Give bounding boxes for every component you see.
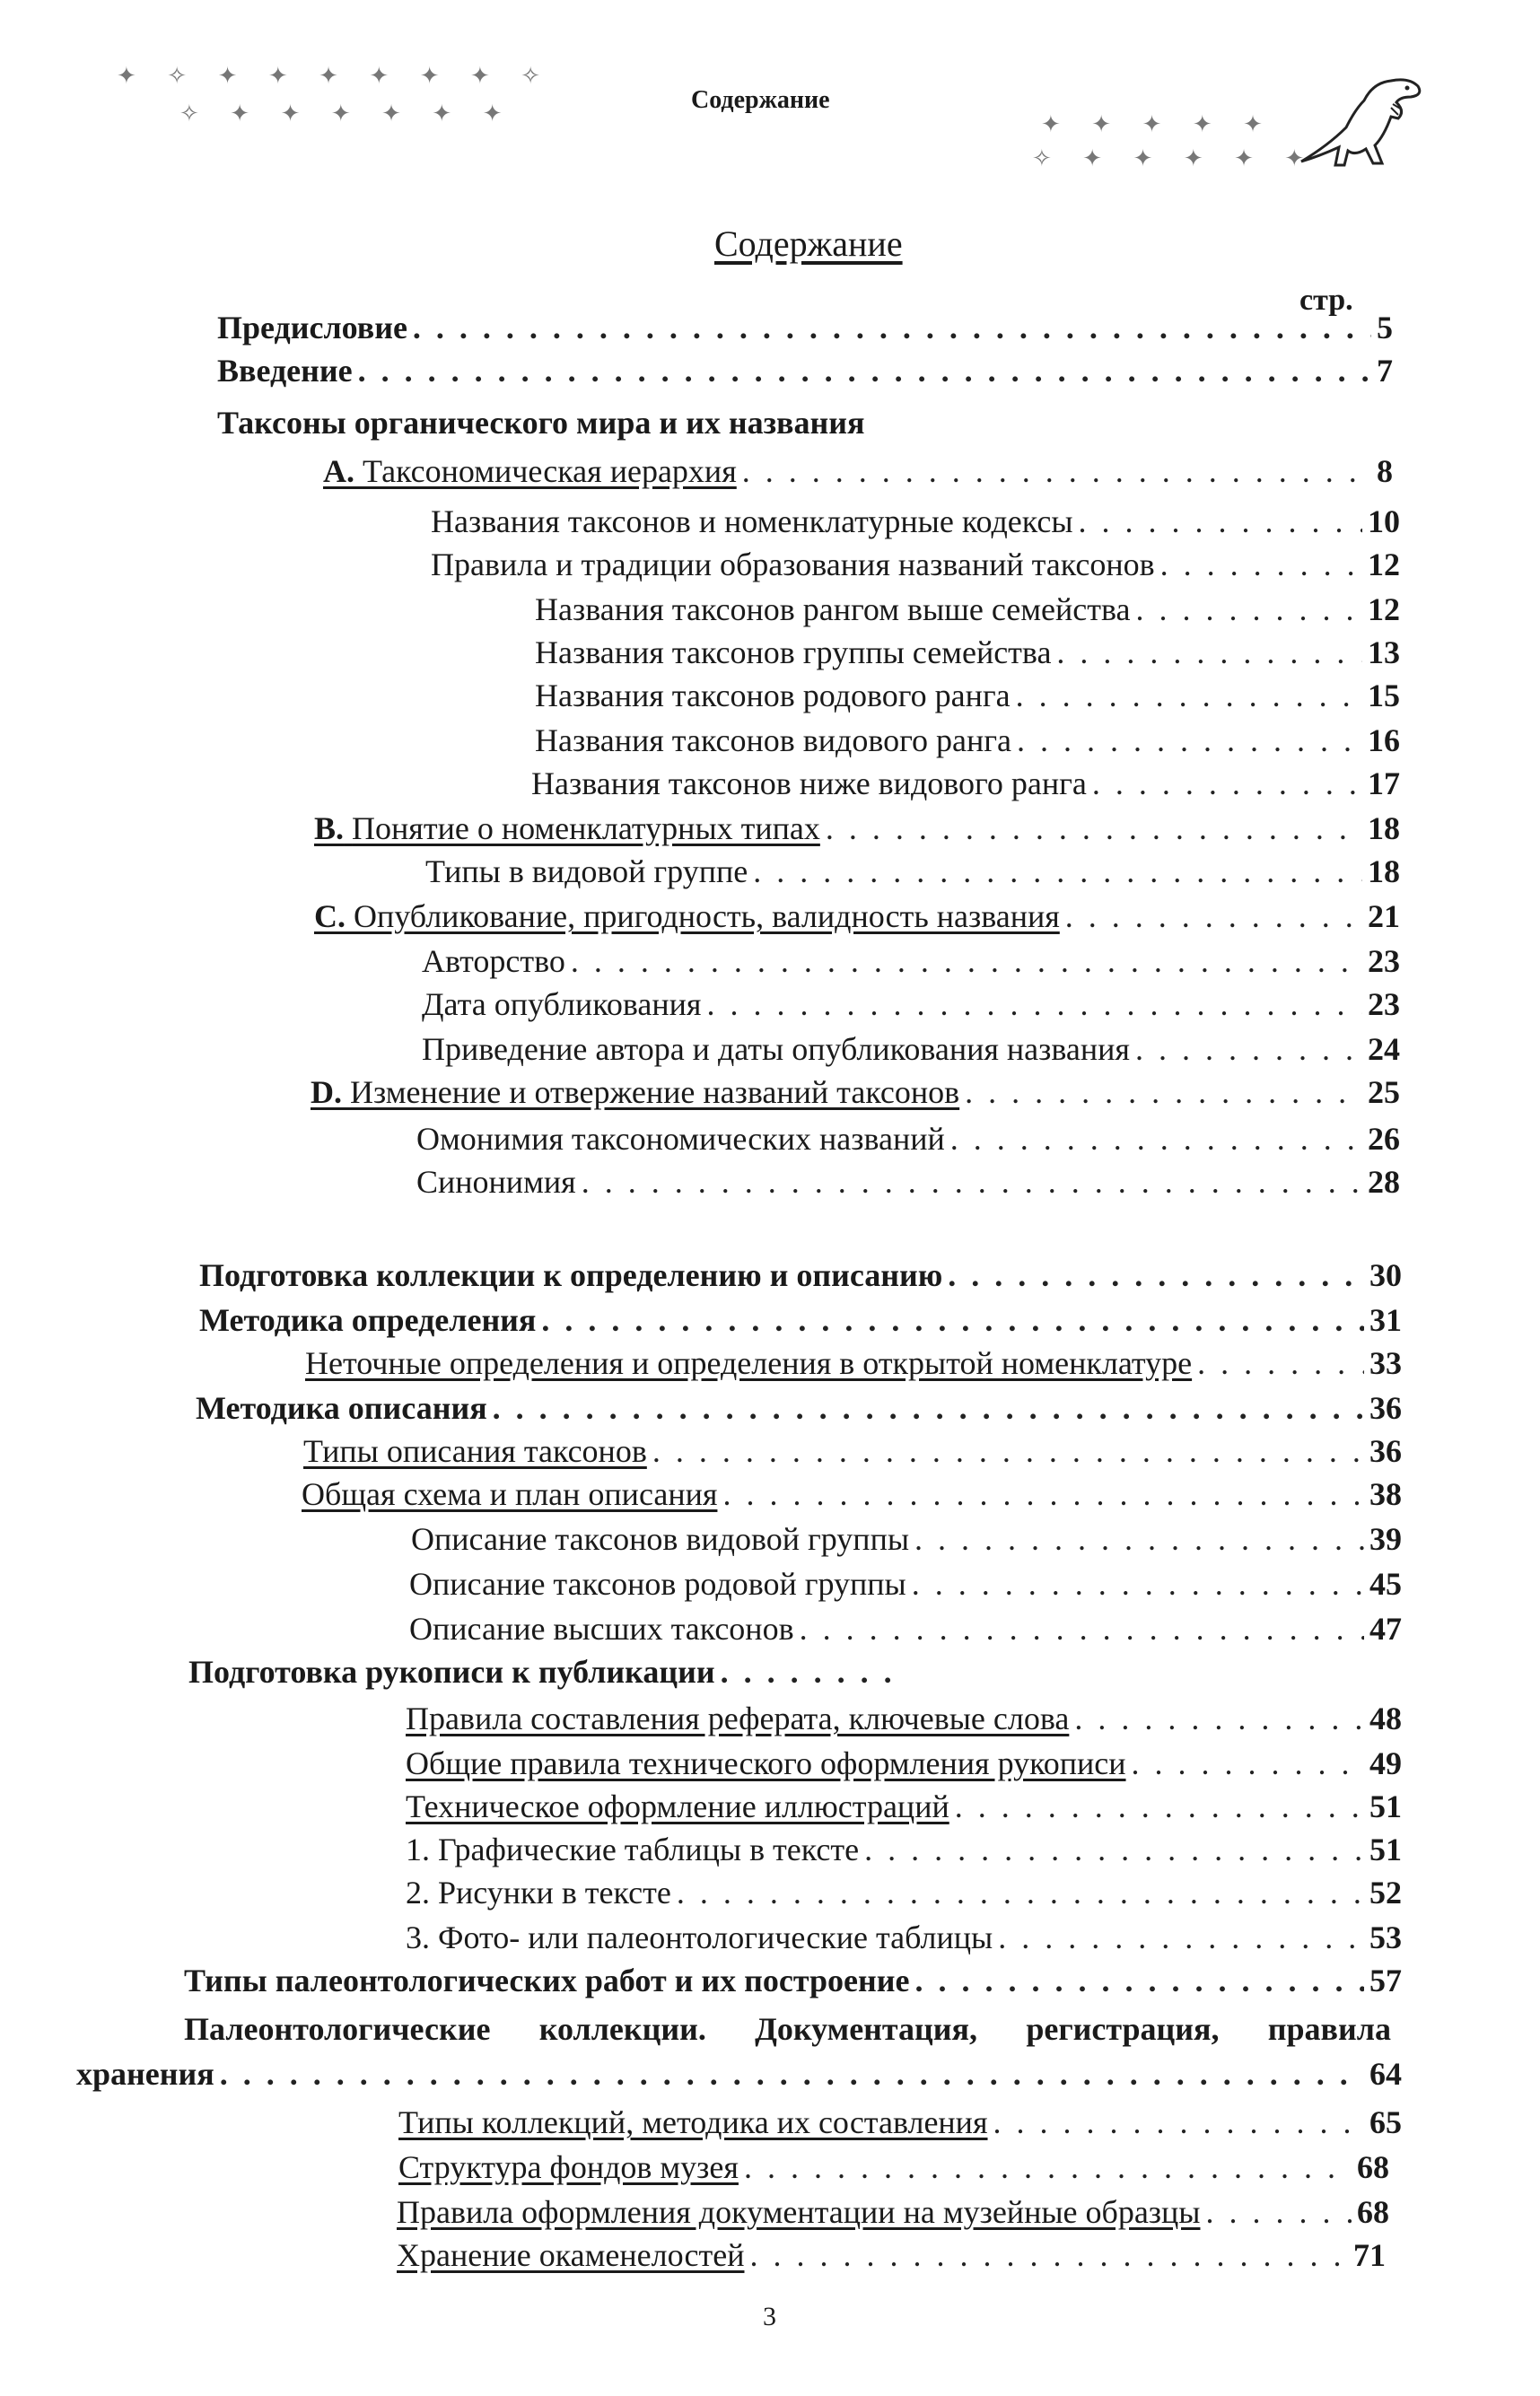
toc-entry-title: Описание высших таксонов [409,1611,794,1647]
toc-entry-title: Методика описания [196,1390,487,1426]
dinosaur-icon [1292,56,1431,172]
toc-entry[interactable] [406,1870,1402,1915]
toc-entry-title: Типы описания таксонов [303,1433,647,1469]
toc-entry[interactable] [398,2145,1389,2190]
toc-entry-prefix: B. [314,810,345,846]
toc-entry-word: Палеонтологические [184,2011,491,2047]
toc-entry-title: Общие правила технического оформления рукописи [406,1745,1126,1781]
toc-entry-page: 31 [1369,1302,1402,1338]
toc-entry[interactable] [535,587,1400,632]
toc-entry[interactable] [406,1741,1402,1786]
toc-entry-prefix: D. [311,1074,342,1110]
toc-entry-page: 8 [1377,453,1393,489]
toc-entry-title: 3. Фото- или палеонтологические таблицы [406,1919,993,1955]
running-header: Содержание [691,86,830,114]
toc-entry[interactable] [398,2100,1402,2145]
toc-title: Содержание [714,223,903,264]
toc-entry-word: правила [1267,2011,1391,2047]
toc-entry[interactable] [409,1561,1402,1606]
footprint-decoration-right-bottom: ✧ ✦ ✦ ✦ ✦ ✦ [1032,145,1317,171]
toc-entry-title: Правила оформления документации на музейные образцы [397,2194,1201,2230]
toc-entry[interactable] [217,348,1393,393]
toc-entry[interactable] [303,1429,1402,1473]
toc-entry-page: 52 [1369,1875,1402,1911]
toc-entry[interactable] [431,499,1400,544]
toc-entry-page: 48 [1369,1701,1402,1736]
toc-entry[interactable] [188,1649,906,1694]
toc-entry-page: 13 [1368,634,1400,670]
toc-entry-title: Подготовка коллекции к определению и описанию [199,1257,943,1293]
toc-entry[interactable] [76,2051,1402,2096]
toc-entry[interactable] [422,939,1400,984]
toc-entry-page: 30 [1369,1257,1402,1293]
toc-entry-prefix: C. [314,898,346,934]
toc-entry[interactable] [416,1116,1400,1161]
toc-entry-page: 65 [1369,2104,1402,2140]
toc-entry-title: Предисловие [217,310,407,345]
toc-entry-page: 21 [1368,898,1400,934]
toc-entry-page: 33 [1369,1345,1402,1381]
toc-entry[interactable] [305,1341,1402,1386]
toc-entry-title: Структура фондов музея [398,2149,739,2185]
toc-entry-page: 24 [1368,1031,1400,1067]
toc-entry-title: Описание таксонов видовой группы [411,1521,910,1557]
toc-entry-title: Изменение и отвержение названий таксонов [350,1074,960,1110]
toc-entry[interactable] [323,449,1393,494]
toc-entry-page: 12 [1368,591,1400,627]
toc-entry-title: Введение [217,353,353,389]
toc-entry-prefix: А. [323,453,354,489]
toc-entry-title: Названия таксонов рангом выше семейства [535,591,1131,627]
toc-entry[interactable] [302,1472,1402,1517]
toc-entry[interactable] [431,542,1400,587]
toc-entry-page: 53 [1369,1919,1402,1955]
toc-entry-title: Хранение окаменелостей [397,2237,745,2273]
toc-entry-page: 57 [1369,1963,1402,1998]
toc-entry-page: 38 [1369,1476,1402,1512]
toc-entry[interactable] [406,1784,1402,1829]
toc-entry-title: Опубликование, пригодность, валидность названия [354,898,1060,934]
toc-entry-word: Документация, [755,2011,978,2047]
toc-entry-title: Техническое оформление иллюстраций [406,1788,949,1824]
toc-entry[interactable] [314,894,1400,939]
toc-entry[interactable] [397,2190,1389,2234]
toc-entry-page: 45 [1369,1566,1402,1602]
toc-entry-page: 12 [1368,547,1400,582]
toc-entry[interactable] [406,1915,1402,1960]
toc-entry-title: Названия таксонов родового ранга [535,678,1011,713]
toc-entry-page: 5 [1377,310,1393,345]
toc-entry-title: Названия таксонов видового ранга [535,722,1011,758]
toc-entry-title: Подготовка рукописи к публикации [188,1654,715,1690]
toc-entry[interactable] [535,718,1400,763]
toc-entry-title: Методика определения [199,1302,537,1338]
toc-entry-page: 49 [1369,1745,1402,1781]
toc-entry-page: 7 [1377,353,1393,389]
toc-entry[interactable] [425,849,1400,894]
toc-entry-title: Названия таксонов группы семейства [535,634,1052,670]
toc-entry[interactable] [411,1517,1402,1561]
toc-entry[interactable] [311,1070,1400,1115]
toc-entry[interactable] [314,806,1400,851]
toc-entry-title: Омонимия таксономических названий [416,1121,945,1157]
toc-entry-title: Типы палеонтологических работ и их построение [184,1963,910,1998]
toc-entry[interactable] [409,1606,1402,1651]
toc-entry-page: 15 [1368,678,1400,713]
toc-entry-title: Общая схема и план описания [302,1476,718,1512]
toc-entry[interactable] [199,1298,1402,1342]
toc-entry-page: 64 [1369,2056,1402,2092]
toc-entry-page: 39 [1369,1521,1402,1557]
toc-entry-page: 26 [1368,1121,1400,1157]
footprint-decoration-left-bottom: ✧ ✦ ✦ ✦ ✦ ✦ ✦ [179,101,515,127]
toc-entry[interactable] [196,1386,1402,1430]
toc-entry-title: Таксономическая иерархия [363,453,737,489]
toc-entry-title: Названия таксонов и номенклатурные кодексы [431,503,1073,539]
toc-entry[interactable] [535,673,1400,718]
toc-entry-page: 25 [1368,1074,1400,1110]
toc-entry[interactable] [397,2233,1386,2278]
toc-entry[interactable] [422,982,1400,1027]
toc-entry-page: 23 [1368,943,1400,979]
footprint-decoration-right-top: ✦ ✦ ✦ ✦ ✦ [1041,111,1275,137]
toc-entry-page: 16 [1368,722,1400,758]
toc-entry[interactable] [535,630,1400,675]
toc-entry-title: Описание таксонов родовой группы [409,1566,906,1602]
toc-entry-page: 36 [1369,1433,1402,1469]
toc-entry-word: коллекции. [538,2011,706,2047]
page-column-label: стр. [1299,284,1353,317]
toc-entry-page: 23 [1368,986,1400,1022]
toc-entry-page: 68 [1357,2194,1389,2230]
toc-entry-line1[interactable] [184,2007,1391,2051]
toc-entry-title: Синонимия [416,1164,576,1200]
toc-entry-word: регистрация, [1026,2011,1220,2047]
toc-entry-page: 17 [1368,765,1400,801]
toc-entry[interactable] [406,1696,1402,1741]
toc-entry-page: 18 [1368,853,1400,889]
toc-entry[interactable] [422,1027,1400,1071]
toc-entry[interactable] [199,1253,1402,1298]
toc-entry-title: 1. Графические таблицы в тексте [406,1832,860,1867]
toc-entry-page: 71 [1353,2237,1386,2273]
toc-entry-page: 51 [1369,1832,1402,1867]
toc-entry-title: 2. Рисунки в тексте [406,1875,671,1911]
footprint-decoration-left-top: ✦ ✧ ✦ ✦ ✦ ✦ ✦ ✦ ✧ [117,63,554,89]
toc-entry[interactable] [184,1958,1402,2003]
toc-entry-title: Правила составления реферата, ключевые слова [406,1701,1070,1736]
toc-entry-page: 47 [1369,1611,1402,1647]
toc-entry-page: 28 [1368,1164,1400,1200]
toc-entry-page: 10 [1368,503,1400,539]
toc-entry-title: Названия таксонов ниже видового ранга [531,765,1087,801]
toc-entry-page: 51 [1369,1788,1402,1824]
toc-entry-title: Понятие о номенклатурных типах [352,810,820,846]
toc-entry-title: Типы коллекций, методика их составления [398,2104,988,2140]
toc-entry-title: хранения [76,2056,214,2092]
toc-entry-page: 36 [1369,1390,1402,1426]
toc-entry-page: 18 [1368,810,1400,846]
toc-section-heading[interactable]: Таксоны органического мира и их названия [217,405,865,441]
toc-entry-title: Правила и традиции образования названий таксонов [431,547,1155,582]
toc-entry-page: 68 [1357,2149,1389,2185]
page-number: 3 [763,2302,776,2331]
toc-entry-title: Приведение автора и даты опубликования названия [422,1031,1130,1067]
toc-entry-title: Дата опубликования [422,986,702,1022]
toc-entry[interactable] [531,761,1400,806]
toc-entry-title: Авторство [422,943,565,979]
toc-entry-title: Неточные определения и определения в открытой номенклатуре [305,1345,1193,1381]
toc-entry[interactable] [217,305,1393,350]
toc-entry-title: Типы в видовой группе [425,853,748,889]
toc-entry[interactable] [406,1827,1402,1872]
toc-entry[interactable] [416,1159,1400,1204]
